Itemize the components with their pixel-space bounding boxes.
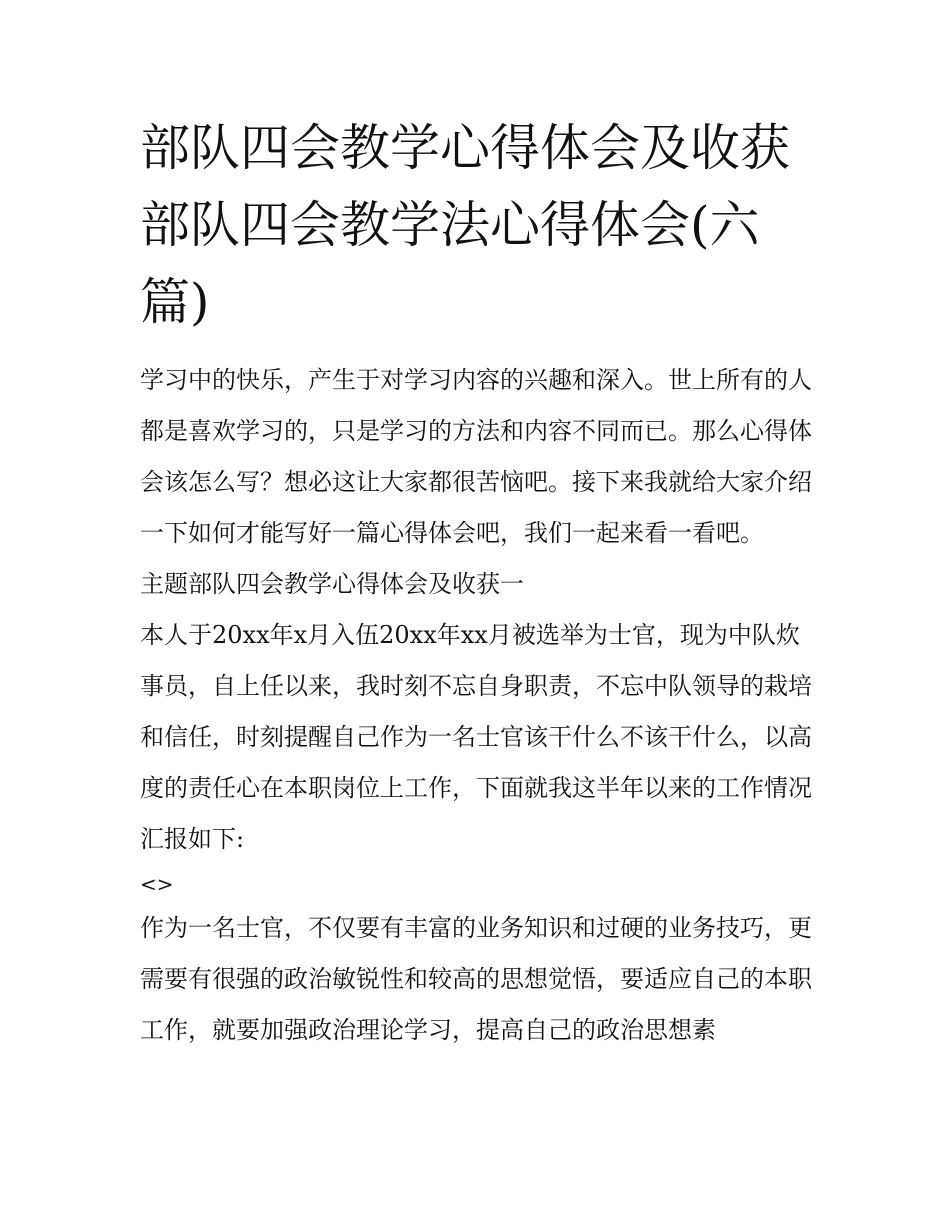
document-content [140,110,820,1056]
placeholder-marker: <> [140,872,174,896]
intro-paragraph: 学习中的快乐，产生于对学习内容的兴趣和深入。世上所有的人都是喜欢学习的，只是学习的方法和内容不同而已。那么心得体会该怎么写？想必这让大家都很苦恼吧。接下来我就给大家介绍一下如何才能写好一篇心得体会吧，我们一起来看一看吧。 [140,366,812,547]
document-title: 部队四会教学心得体会及收获部队四会教学法心得体会(六篇) [140,119,790,331]
section-heading: 主题部队四会教学心得体会及收获一 [140,570,524,598]
document-body [140,355,820,1056]
body-paragraph: 作为一名士官，不仅要有丰富的业务知识和过硬的业务技巧，更需要有很强的政治敏锐性和较高的思想觉悟，要适应自己的本职工作，就要加强政治理论学习，提高自己的政治思想素 [140,914,812,1044]
body-paragraph: 本人于20xx年x月入伍20xx年xx月被选举为士官，现为中队炊事员，自上任以来，我时刻不忘自身职责，不忘中队领导的栽培和信任，时刻提醒自己作为一名士官该干什么不该干什么，以高度的责任心在本职岗位上工作，下面就我这半年以来的工作情况汇报如下: [140,621,812,853]
